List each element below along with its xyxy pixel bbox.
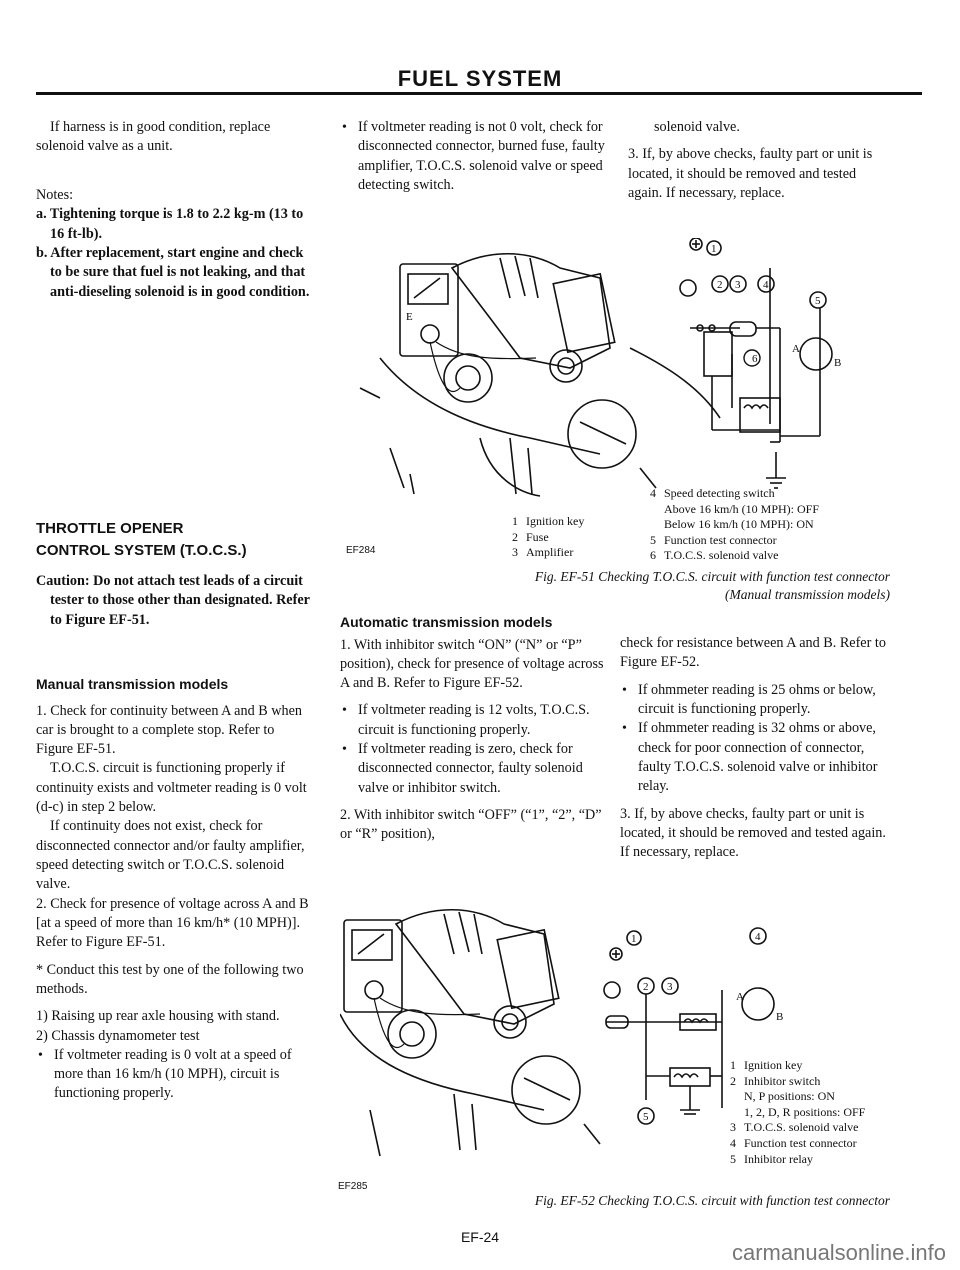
manual-step2: 2. Check for presence of voltage across A and B [at a speed of more than 16 km/h* (10 MPH)]. Refer to Figure EF-51. bbox=[36, 895, 309, 951]
legend-text: 1, 2, D, R positions: OFF bbox=[744, 1104, 866, 1119]
voltmeter-dial bbox=[408, 274, 448, 304]
auto-section bbox=[340, 614, 610, 845]
auto-bullet-zero: • If voltmeter reading is zero, check for disconnected connector, faulty solenoid valve or inhibitor switch. bbox=[340, 740, 610, 798]
legend-text: Function test connector bbox=[664, 532, 777, 547]
fig51-legend-right bbox=[650, 486, 890, 564]
legend-text: T.O.C.S. solenoid valve bbox=[744, 1120, 859, 1135]
caution-block bbox=[36, 572, 314, 630]
caution-text: Caution: Do not attach test leads of a circuit tester to those other than designated. Refer to Figure EF-51. bbox=[36, 573, 310, 628]
legend-text: N, P positions: ON bbox=[744, 1089, 835, 1104]
fig51-legend-item bbox=[512, 545, 652, 561]
col2-top bbox=[340, 118, 610, 195]
fig51-legend-item bbox=[512, 530, 652, 546]
note-a: a. Tightening torque is 1.8 to 2.2 kg-m (13 to 16 ft-lb). bbox=[36, 206, 304, 242]
fig51-legend-item bbox=[650, 502, 890, 518]
fig51-num-2: 2 bbox=[717, 279, 723, 291]
fig51-label-A: A bbox=[792, 343, 800, 355]
fig52-label-A: A bbox=[736, 991, 744, 1003]
fig52-label-B: B bbox=[776, 1011, 784, 1023]
fig51-num-4: 4 bbox=[763, 279, 769, 291]
note-b: b. After replacement, start engine and check to be sure that fuel is not leaking, and that anti-dieseling solenoid is in good condition. bbox=[36, 244, 310, 300]
method-1: 1) Raising up rear axle housing with stand. bbox=[36, 1008, 280, 1025]
tester-illustration bbox=[360, 254, 720, 496]
section-heading-line1: THROTTLE OPENER bbox=[36, 520, 184, 537]
fig51-caption bbox=[440, 568, 890, 605]
notes-block bbox=[36, 186, 314, 302]
fig52-legend-item bbox=[730, 1058, 900, 1074]
legend-number: 2 bbox=[730, 1073, 736, 1088]
col3-mid-step3: 3. If, by above checks, faulty part or unit is located, it should be removed and tested again. If necessary, replace. bbox=[620, 805, 886, 861]
legend-text: Below 16 km/h (10 MPH): ON bbox=[664, 517, 814, 532]
legend-number: 5 bbox=[730, 1151, 736, 1166]
fig52-num-2: 2 bbox=[643, 981, 649, 993]
asterisk-note: * Conduct this test by one of the following two methods. bbox=[36, 961, 304, 997]
fig52-num-5: 5 bbox=[643, 1111, 649, 1123]
fig52-caption-line: Fig. EF-52 Checking T.O.C.S. circuit with function test connector bbox=[534, 1193, 890, 1208]
fig52-num-4: 4 bbox=[755, 931, 761, 943]
fig51-legend-item bbox=[650, 533, 890, 549]
page-title: FUEL SYSTEM bbox=[397, 66, 563, 91]
fig52-num-1: 1 bbox=[631, 933, 637, 945]
fig52-code bbox=[338, 1176, 367, 1195]
legend-number: 1 bbox=[730, 1058, 736, 1072]
legend-text: Fuse bbox=[526, 529, 549, 544]
auto-bullet-12: • If voltmeter reading is 12 volts, T.O.C.S. circuit is functioning properly. bbox=[340, 701, 610, 740]
fig52-num-3: 3 bbox=[667, 981, 673, 993]
legend-number: 6 bbox=[650, 548, 656, 563]
legend-number bbox=[730, 1089, 744, 1105]
fig51-num-6: 6 bbox=[752, 353, 758, 365]
legend-text: Inhibitor switch bbox=[744, 1073, 821, 1088]
bullet-not-zero: • If voltmeter reading is not 0 volt, check for disconnected connector, burned fuse, faulty amplifier, T.O.C.S. solenoid valve or speed detecting switch. bbox=[340, 118, 610, 195]
intro-text: If harness is in good condition, replace solenoid valve as a unit. bbox=[36, 119, 271, 155]
legend-number: 3 bbox=[730, 1120, 736, 1135]
fig52-code-text: EF285 bbox=[338, 1181, 368, 1192]
fig51-legend-item bbox=[650, 548, 890, 564]
fig51-code-text: EF284 bbox=[346, 545, 376, 556]
legend-number bbox=[650, 502, 664, 518]
fig52-legend-item bbox=[730, 1136, 900, 1152]
legend-number: 4 bbox=[650, 486, 656, 500]
manual-heading: Manual transmission models bbox=[36, 676, 229, 692]
intro-block bbox=[36, 118, 314, 157]
fig51-legend-left bbox=[512, 514, 652, 561]
fig52-legend-item bbox=[730, 1089, 900, 1105]
fig51-num-5: 5 bbox=[815, 295, 821, 307]
manual-bullet-zero: • If voltmeter reading is 0 volt at a speed of more than 16 km/h (10 MPH), circuit is functioning properly. bbox=[36, 1046, 314, 1104]
fig-ef51-illustration bbox=[340, 238, 880, 498]
fig51-num-3: 3 bbox=[735, 279, 741, 291]
legend-number bbox=[650, 517, 664, 533]
legend-text: Amplifier bbox=[526, 545, 574, 560]
manual-step1-c: If continuity does not exist, check for disconnected connector and/or faulty amplifier, speed detecting switch or T.O.C.S. solenoid valve. bbox=[36, 818, 305, 893]
legend-number bbox=[730, 1105, 744, 1121]
page-number: EF-24 bbox=[460, 1229, 500, 1245]
solenoid-cont: solenoid valve. bbox=[654, 119, 740, 135]
legend-number: 3 bbox=[512, 545, 518, 560]
col3-mid bbox=[620, 634, 890, 862]
meter-E-label: E bbox=[406, 311, 413, 323]
fig52-legend-item bbox=[730, 1074, 900, 1090]
fig51-legend-item bbox=[650, 486, 890, 502]
tester-illustration-52 bbox=[340, 910, 600, 1156]
auto-step2: 2. With inhibitor switch “OFF” (“1”, “2”, “D” or “R” position), bbox=[340, 807, 602, 843]
fig51-caption-line2: (Manual transmission models) bbox=[725, 587, 890, 603]
legend-number: 1 bbox=[512, 514, 518, 528]
fig51-label-B: B bbox=[834, 357, 842, 369]
fig52-legend-item bbox=[730, 1120, 900, 1136]
manual-section bbox=[36, 676, 314, 1104]
fig52-legend-item bbox=[730, 1105, 900, 1121]
fig52-caption bbox=[430, 1192, 890, 1210]
section-heading-line2: CONTROL SYSTEM (T.O.C.S.) bbox=[36, 541, 247, 559]
legend-number: 2 bbox=[512, 529, 518, 544]
col3-step3: 3. If, by above checks, faulty part or unit is located, it should be removed and tested again. If necessary, replace. bbox=[628, 146, 873, 201]
watermark: carmanualsonline.info bbox=[731, 1240, 946, 1265]
col3-top bbox=[628, 118, 890, 203]
legend-text: Speed detecting switch bbox=[664, 486, 775, 500]
legend-text: Ignition key bbox=[526, 514, 585, 528]
fig52-legend bbox=[730, 1058, 900, 1167]
fig51-code bbox=[346, 540, 375, 559]
legend-text: Inhibitor relay bbox=[744, 1151, 813, 1166]
resistance-cont: check for resistance between A and B. Refer to Figure EF-52. bbox=[620, 635, 886, 671]
bullet-25-ohms: • If ohmmeter reading is 25 ohms or below, circuit is functioning properly. bbox=[620, 681, 890, 720]
bullet-32-ohms: • If ohmmeter reading is 32 ohms or above, check for poor connection of connector, faulty T.O.C.S. solenoid valve or inhibitor relay. bbox=[620, 719, 890, 796]
fig51-legend-item bbox=[650, 517, 890, 533]
auto-step1: 1. With inhibitor switch “ON” (“N” or “P” position), check for presence of voltage across A and B. Refer to Figure EF-52. bbox=[340, 636, 604, 692]
legend-number: 5 bbox=[650, 532, 656, 547]
method-2: 2) Chassis dynamometer test bbox=[36, 1027, 200, 1044]
manual-step1-b: T.O.C.S. circuit is functioning properly if continuity exists and voltmeter reading is 0 volt (d-c) in step 2 below. bbox=[36, 760, 307, 816]
fig51-caption-line1: Fig. EF-51 Checking T.O.C.S. circuit with function test connector bbox=[534, 569, 890, 584]
manual-step1: 1. Check for continuity between A and B when car is brought to a complete stop. Refer to Figure EF-51. bbox=[36, 702, 302, 758]
fig51-num-1: 1 bbox=[711, 243, 717, 255]
header-rule bbox=[36, 92, 922, 95]
notes-heading: Notes: bbox=[36, 187, 74, 203]
auto-heading: Automatic transmission models bbox=[340, 614, 553, 630]
legend-text: Function test connector bbox=[744, 1135, 857, 1150]
legend-number: 4 bbox=[730, 1135, 736, 1150]
section-heading bbox=[36, 520, 314, 561]
legend-text: Ignition key bbox=[744, 1058, 803, 1072]
fig51-legend-item bbox=[512, 514, 652, 530]
legend-text: Above 16 km/h (10 MPH): OFF bbox=[664, 501, 820, 516]
legend-text: T.O.C.S. solenoid valve bbox=[664, 548, 779, 563]
fig52-legend-item bbox=[730, 1152, 900, 1168]
